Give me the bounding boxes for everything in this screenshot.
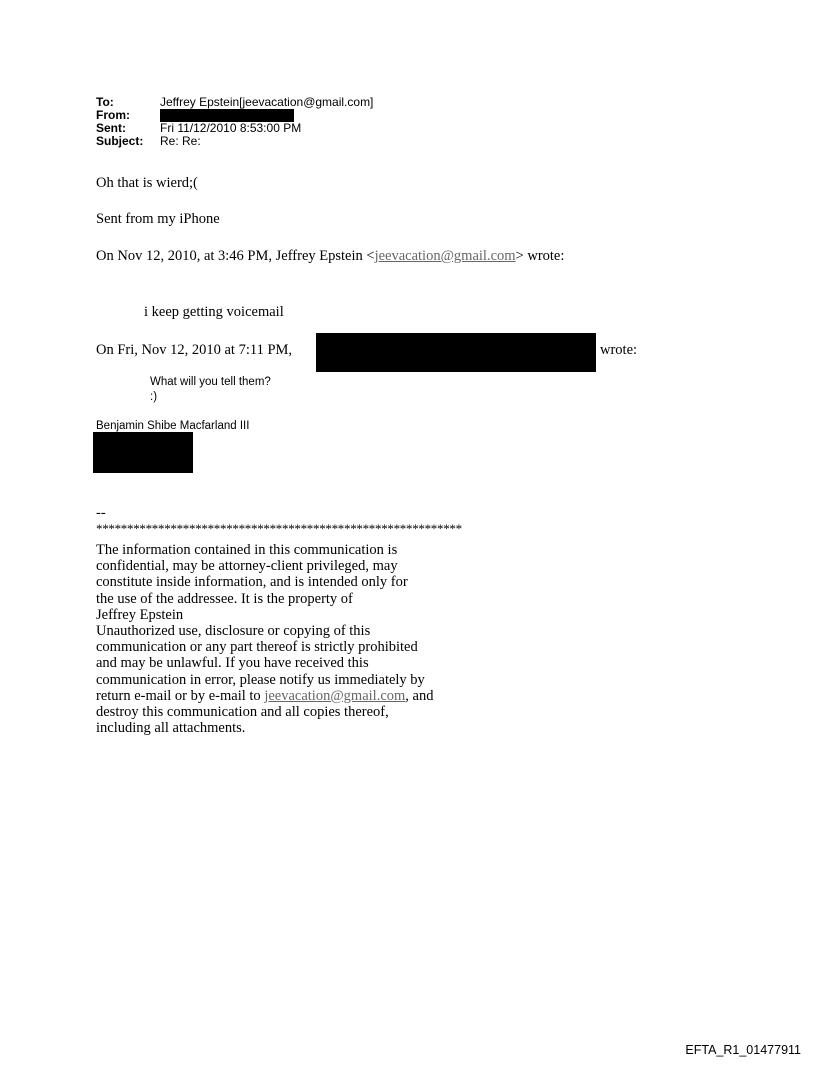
disclaimer-email-suffix: , and bbox=[405, 687, 434, 704]
quote2-redaction bbox=[316, 333, 596, 372]
sent-label: Sent: bbox=[96, 121, 126, 135]
quote2-prefix: On Fri, Nov 12, 2010 at 7:11 PM, bbox=[96, 342, 293, 358]
quote1-header bbox=[96, 248, 564, 265]
disclaimer-line-email bbox=[96, 688, 433, 704]
message-line: Oh that is wierd;( bbox=[96, 175, 198, 191]
disclaimer-line: communication or any part thereof is strictly prohibited bbox=[96, 639, 418, 656]
disclaimer-line: and may be unlawful. If you have received this bbox=[96, 655, 369, 672]
disclaimer-line: destroy this communication and all copies thereof, bbox=[96, 703, 389, 720]
quote1-text: i keep getting voicemail bbox=[144, 304, 284, 320]
quote2-line2: :) bbox=[150, 391, 158, 403]
sent-value: Fri 11/12/2010 8:53:00 PM bbox=[160, 121, 302, 135]
iphone-signature: Sent from my iPhone bbox=[96, 211, 220, 227]
quote1-email-link[interactable]: jeevacation@gmail.com bbox=[374, 248, 516, 264]
subject-value: Re: Re: bbox=[160, 134, 201, 148]
subject-label: Subject: bbox=[96, 134, 144, 148]
disclaimer-line: constitute inside information, and is intended only for bbox=[96, 574, 408, 591]
sender-name: Benjamin Shibe Macfarland III bbox=[96, 420, 250, 432]
email-header bbox=[96, 96, 373, 148]
quote2-line1: What will you tell them? bbox=[150, 376, 271, 388]
subject-row bbox=[96, 135, 373, 148]
quote1-suffix: > wrote: bbox=[515, 248, 565, 264]
disclaimer-line: communication in error, please notify us immediately by bbox=[96, 671, 425, 688]
disclaimer-line: Unauthorized use, disclosure or copying of this bbox=[96, 622, 371, 639]
disclaimer-line: including all attachments. bbox=[96, 720, 246, 737]
to-label: To: bbox=[96, 95, 114, 109]
disclaimer-email-prefix: return e-mail or by e-mail to bbox=[96, 687, 265, 704]
from-label: From: bbox=[96, 108, 130, 122]
to-value: Jeffrey Epstein[jeevacation@gmail.com] bbox=[160, 95, 374, 109]
quote2-suffix: wrote: bbox=[600, 342, 638, 358]
disclaimer-line: confidential, may be attorney-client privileged, may bbox=[96, 558, 398, 575]
separator-stars: *********************************************************** bbox=[96, 521, 462, 536]
disclaimer bbox=[96, 542, 433, 736]
document-id: EFTA_R1_01477911 bbox=[685, 1043, 801, 1057]
to-row bbox=[96, 96, 373, 109]
disclaimer-line: The information contained in this communication is bbox=[96, 542, 398, 558]
quote1-prefix: On Nov 12, 2010, at 3:46 PM, Jeffrey Epstein < bbox=[96, 248, 375, 264]
disclaimer-line: Jeffrey Epstein bbox=[96, 606, 184, 623]
sender-redaction bbox=[93, 432, 193, 473]
separator-dashes: -- bbox=[96, 505, 106, 521]
disclaimer-line: the use of the addressee. It is the property of bbox=[96, 590, 353, 607]
disclaimer-email-link[interactable]: jeevacation@gmail.com bbox=[264, 687, 406, 704]
